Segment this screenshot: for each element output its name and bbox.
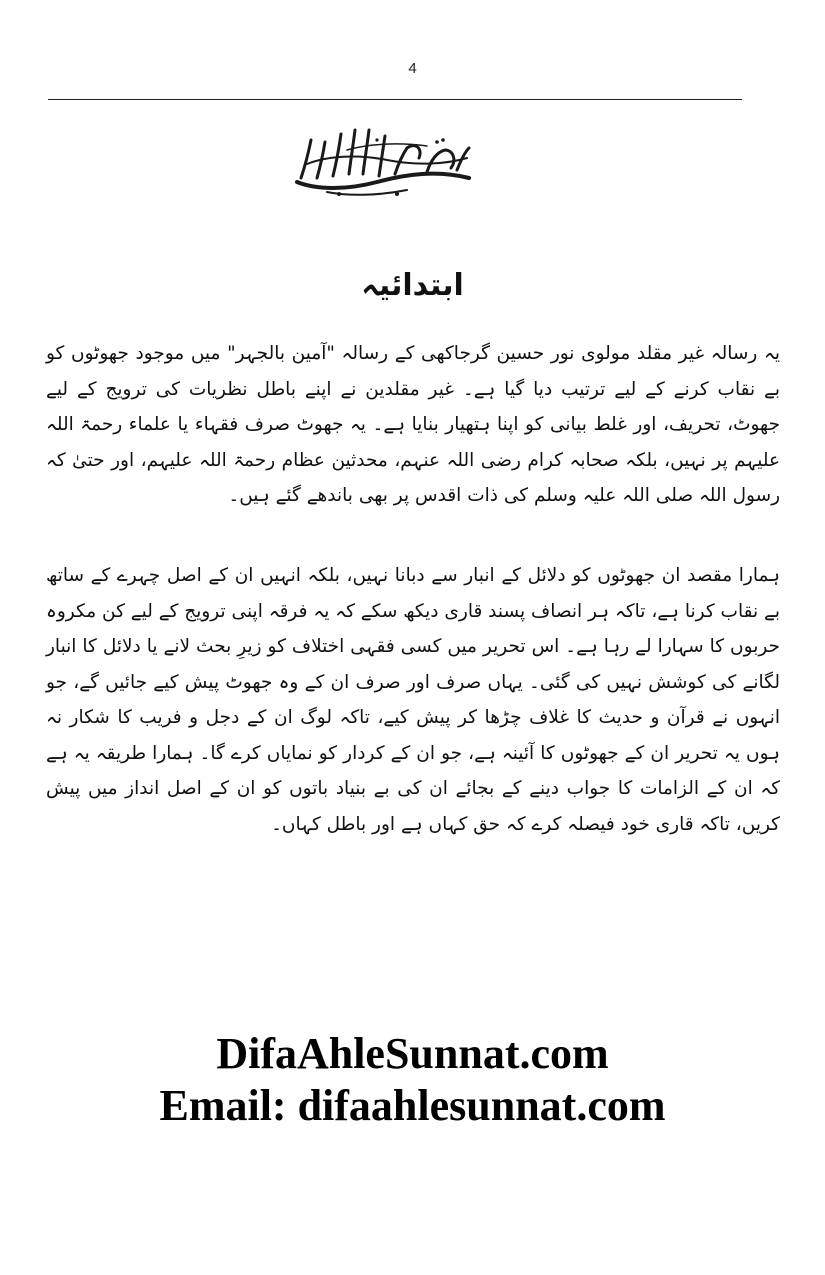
bismillah-calligraphy bbox=[287, 120, 477, 200]
header-rule bbox=[48, 99, 742, 100]
footer-site-name: DifaAhleSunnat.com bbox=[216, 1029, 609, 1078]
paragraph-purpose: ہمارا مقصد ان جھوٹوں کو دلائل کے انبار سے دبانا نہیں، بلکہ انہیں ان کے اصل چہرے کے ساتھ بے نقاب کرنا ہے، تاکہ ہر انصاف پسند قاری دیکھ سکے کہ یہ فرقہ اپنی ترویج کے لیے کن مکروہ حربوں کا سہارا لے رہا ہے۔ اس تحریر میں کسی فقہی اختلاف کو زیرِ بحث لانے یا دلائل کا انبار لگانے کی کوشش نہیں کی گئی۔ یہاں صرف اور صرف ان کے وہ جھوٹ پیش کیے جائیں گے، جو انہوں نے قرآن و حدیث کا غلاف چڑھا کر پیش کیے، تاکہ لوگ ان کے دجل و فریب کا شکار نہ ہوں یہ تحریر ان کے جھوٹوں کا آئینہ ہے، جو ان کے کردار کو نمایاں کرے گا۔ ہمارا طریقہ یہ ہے کہ ان کے الزامات کا جواب دینے کے بجائے ان کی بے بنیاد باتوں کو ان کے اصل انداز میں پیش کریں، تاکہ قاری خود فیصلہ کرے کہ حق کہاں ہے اور باطل کہاں۔ bbox=[46, 565, 780, 835]
page-number: 4 bbox=[408, 60, 417, 77]
paragraph-intro: یہ رسالہ غیر مقلد مولوی نور حسین گرجاکھی کے رسالہ "آمین بالجہر" میں موجود جھوٹوں کو بے نقاب کرنے کے لیے ترتیب دیا گیا ہے۔ غیر مقلدین نے اپنے باطل نظریات کی ترویج کے لیے جھوٹ، تحریف، اور غلط بیانی کو اپنا ہتھیار بنایا ہے۔ یہ جھوٹ صرف فقہاء یا علماء رحمۃ اللہ علیہم پر نہیں، بلکہ صحابہ کرام رضی اللہ عنہم، محدثین عظام رحمۃ اللہ علیہم، اور حتیٰ کہ رسول اللہ صلی اللہ علیہ وسلم کی ذات اقدس پر بھی باندھے گئے ہیں۔ bbox=[46, 343, 780, 506]
page-title: ابتدائیہ bbox=[361, 268, 464, 303]
bismillah-text bbox=[0, 205, 825, 206]
bismillah-calligraphy-icon bbox=[287, 120, 477, 200]
footer-email: Email: difaahlesunnat.com bbox=[159, 1081, 666, 1130]
